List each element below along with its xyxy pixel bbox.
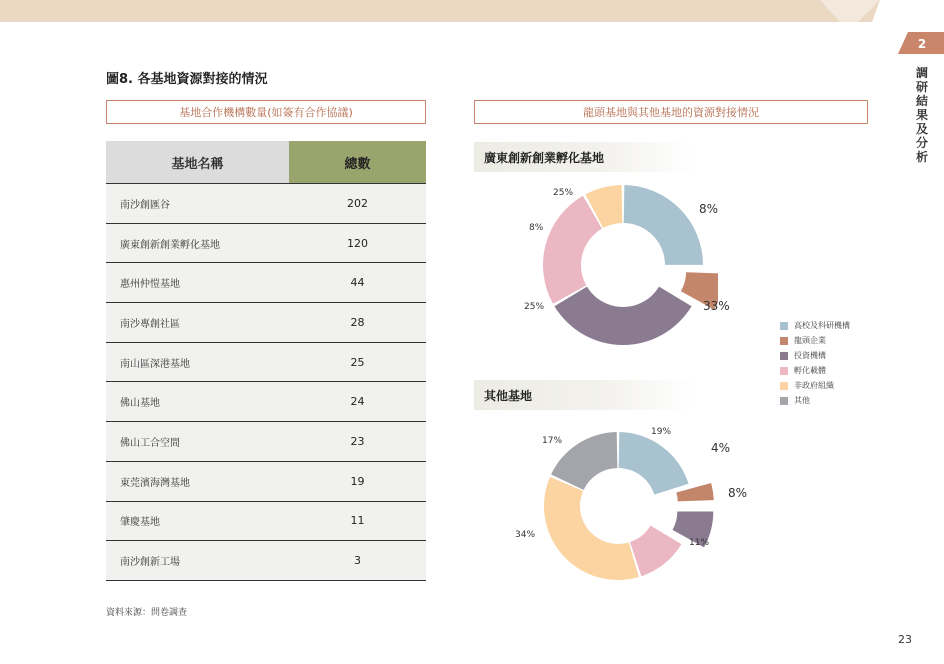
chart2-label-2: 8% [728,486,748,500]
chart1-label-1: 8% [699,202,719,216]
donut-slice-1 [624,185,703,265]
chart2-label-0: 19% [651,427,672,437]
cooperation-table [106,141,426,581]
chapter-title: 調 研 結 果 及 分 析 [915,66,928,164]
donut-slice-3 [554,287,691,345]
table-row: 惠州仲愷基地 44 [106,263,426,303]
table-row: 南沙專創社區 28 [106,303,426,343]
donut-slice-4 [630,526,681,577]
donut-slice-5 [544,477,639,580]
source-note: 資料來源：問卷調查 [106,608,188,618]
table-row: 佛山基地 24 [106,382,426,422]
legend-swatch [780,367,788,375]
chapter-number: 2 [917,37,927,51]
chart2-label-1: 4% [711,441,731,455]
chart2-label-5: 17% [542,436,563,446]
legend-item: 龍頭企業 [780,333,850,348]
table-row: 東莞濱海灣基地 19 [106,461,426,501]
chart1-label-2: 33% [703,299,730,313]
chart1-title: 廣東創新創業孵化基地 [474,142,694,172]
chart2-title: 其他基地 [474,380,694,410]
banner-decoration [0,0,944,22]
table-row: 廣東創新創業孵化基地 120 [106,223,426,263]
table-row: 肇慶基地 11 [106,501,426,541]
legend-item: 其他 [780,393,850,408]
donut-chart-2 [538,420,731,590]
legend-swatch [780,397,788,405]
chart1-label-4: 8% [529,223,544,233]
figure-title: 圖8. 各基地資源對接的情況 [106,72,268,87]
legend-swatch [780,322,788,330]
chart-box-title: 龍頭基地與其他基地的資源對接情況 [474,100,868,124]
table-row: 南山區深港基地 25 [106,342,426,382]
table-box-title: 基地合作機構數量(如簽有合作協議) [106,100,426,124]
chart2-label-4: 34% [515,530,536,540]
page-number: 23 [898,633,912,646]
legend-swatch [780,352,788,360]
table-row: 南沙創匯谷 202 [106,184,426,224]
donut-slice-1 [619,432,689,495]
top-banner [0,0,944,22]
header-base-name: 基地名稱 [106,141,289,184]
legend-item: 非政府組織 [780,378,850,393]
chart1-label-3: 25% [524,302,545,312]
table-row: 南沙創新工場 3 [106,541,426,581]
chart1-label-0: 25% [553,188,574,198]
legend-swatch [780,382,788,390]
donut-slice-4 [543,196,602,304]
legend-item: 孵化載體 [780,363,850,378]
legend-item: 投資機構 [780,348,850,363]
chapter-tab [896,32,944,54]
legend-swatch [780,337,788,345]
chart-legend [780,318,850,408]
chart2-label-3: 11% [689,538,710,548]
header-total: 總數 [289,141,426,184]
table-row: 佛山工合空間 23 [106,422,426,462]
legend-item: 高校及科研機構 [780,318,850,333]
donut-chart-1 [538,180,718,350]
